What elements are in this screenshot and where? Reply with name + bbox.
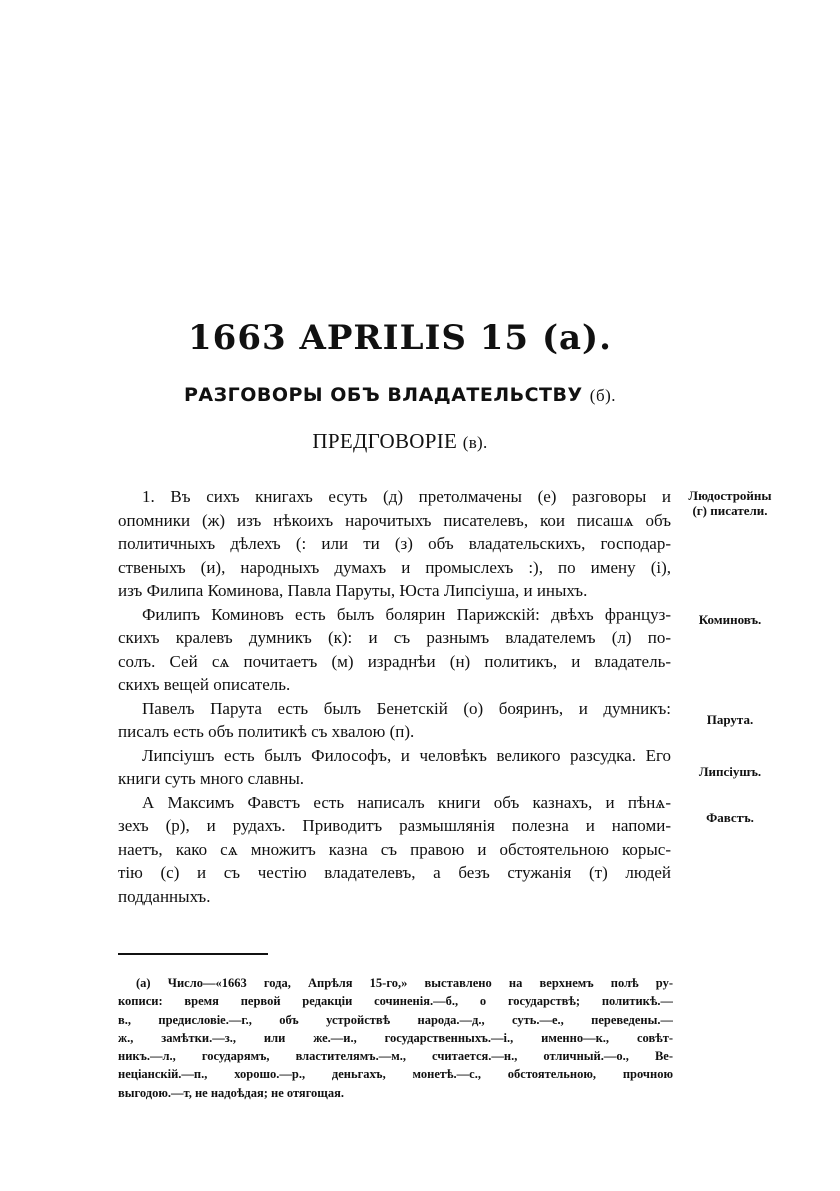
section-footnote-mark: (в).: [462, 433, 488, 452]
title-footnote-mark: (а).: [541, 318, 612, 358]
footnote-line: никъ.—л., государямъ, властителямъ.—м., считается.—н., отличный.—о., Ве-: [118, 1049, 673, 1064]
footnote-line: ж., замѣтки.—з., или же.—и., государственныхъ.—і., именно—к., совѣт-: [118, 1030, 673, 1045]
body-line: Липсіушъ есть былъ Философъ, и человѣкъ великого разсудка. Его: [142, 745, 671, 765]
footnote-divider: [118, 953, 268, 955]
body-line: наетъ, како сѧ множитъ казна съ правою и обстоятельною корыс-: [118, 839, 671, 859]
section-heading: [0, 429, 800, 454]
margin-note-writers: Людостройны (г) писатели.: [688, 488, 772, 518]
body-line: опомники (ж) изъ нѣкоихъ нарочитыхъ писателевъ, кои писашѧ объ: [118, 510, 671, 530]
body-line: подданныхъ.: [118, 886, 211, 906]
main-text: [118, 485, 671, 908]
body-line: солъ. Сей сѧ почитаетъ (м) израднѣи (н) политикъ, и владатель-: [118, 651, 671, 671]
title-text: 1663 APRILIS 15: [188, 318, 530, 358]
body-line: скихъ кралевъ думникъ (к): и съ разнымъ владателемъ (л) по-: [118, 628, 671, 647]
body-line: тію (с) и съ честію владателевъ, а безъ стужанія (т) людей: [118, 863, 671, 882]
footnote-line: неціанскій.—п., хорошо.—р., деньгахъ, монетѣ.—с., обстоятельною, прочною: [118, 1067, 673, 1082]
margin-note-favst: Фавстъ.: [706, 810, 754, 825]
margin-note-lipsius: Липсіушъ.: [698, 764, 762, 779]
footnote-line: выгодою.—т, не надоѣдая; не отягощая.: [118, 1085, 344, 1100]
margin-note-paruta: Парута.: [706, 712, 754, 727]
subtitle-text: РАЗГОВОРЫ ОБЪ ВЛАДАТЕЛЬСТВУ: [183, 384, 583, 406]
body-line: книги суть много славны.: [118, 769, 305, 788]
footnote-line: в., предисловіе.—г., объ устройствѣ народа.—д., суть.—е., переведены.—: [118, 1012, 673, 1027]
subtitle-footnote-mark: (б).: [589, 386, 617, 405]
footnote-line: кописи: время первой редакціи сочиненія.—б., о государствѣ; политикѣ.—: [118, 994, 673, 1009]
body-line: зехъ (р), и рудахъ. Приводитъ размышлянія полезна и напоми-: [118, 816, 671, 835]
body-line: 1. Въ сихъ книгахъ есуть (д) претолмачены (е) разговоры и: [142, 487, 671, 506]
body-line: А Максимъ Фавстъ есть написалъ книги объ казнахъ, и пѣнѧ-: [142, 792, 671, 812]
document-title: [0, 318, 800, 358]
document-subtitle: [0, 384, 800, 406]
body-line: Филипъ Коминовъ есть былъ болярин Парижскій: двѣхъ француз-: [142, 604, 671, 624]
body-line: писалъ есть объ политикѣ съ хвалою (п).: [118, 722, 415, 741]
footnote-line: (а) Число—«1663 года, Апрѣля 15-го,» выставлено на верхнемъ полѣ ру-: [136, 976, 673, 990]
margin-note-kominov: Коминовъ.: [698, 612, 762, 627]
section-heading-text: ПРЕДГОВОРІЕ: [312, 429, 458, 453]
body-line: изъ Филипа Коминова, Павла Паруты, Юста Липсіуша, и иныхъ.: [118, 581, 588, 600]
body-line: ственыхъ (и), народныхъ думахъ и промыслехъ :), по имену (і),: [118, 557, 671, 577]
body-line: Павелъ Парута есть былъ Бенетскій (о) бояринъ, и думникъ:: [142, 698, 671, 718]
footnotes: [118, 974, 673, 1102]
body-line: скихъ вещей описатель.: [118, 675, 291, 694]
body-line: политичныхъ дѣлехъ (: или ти (з) объ владательскихъ, господар-: [118, 534, 671, 553]
